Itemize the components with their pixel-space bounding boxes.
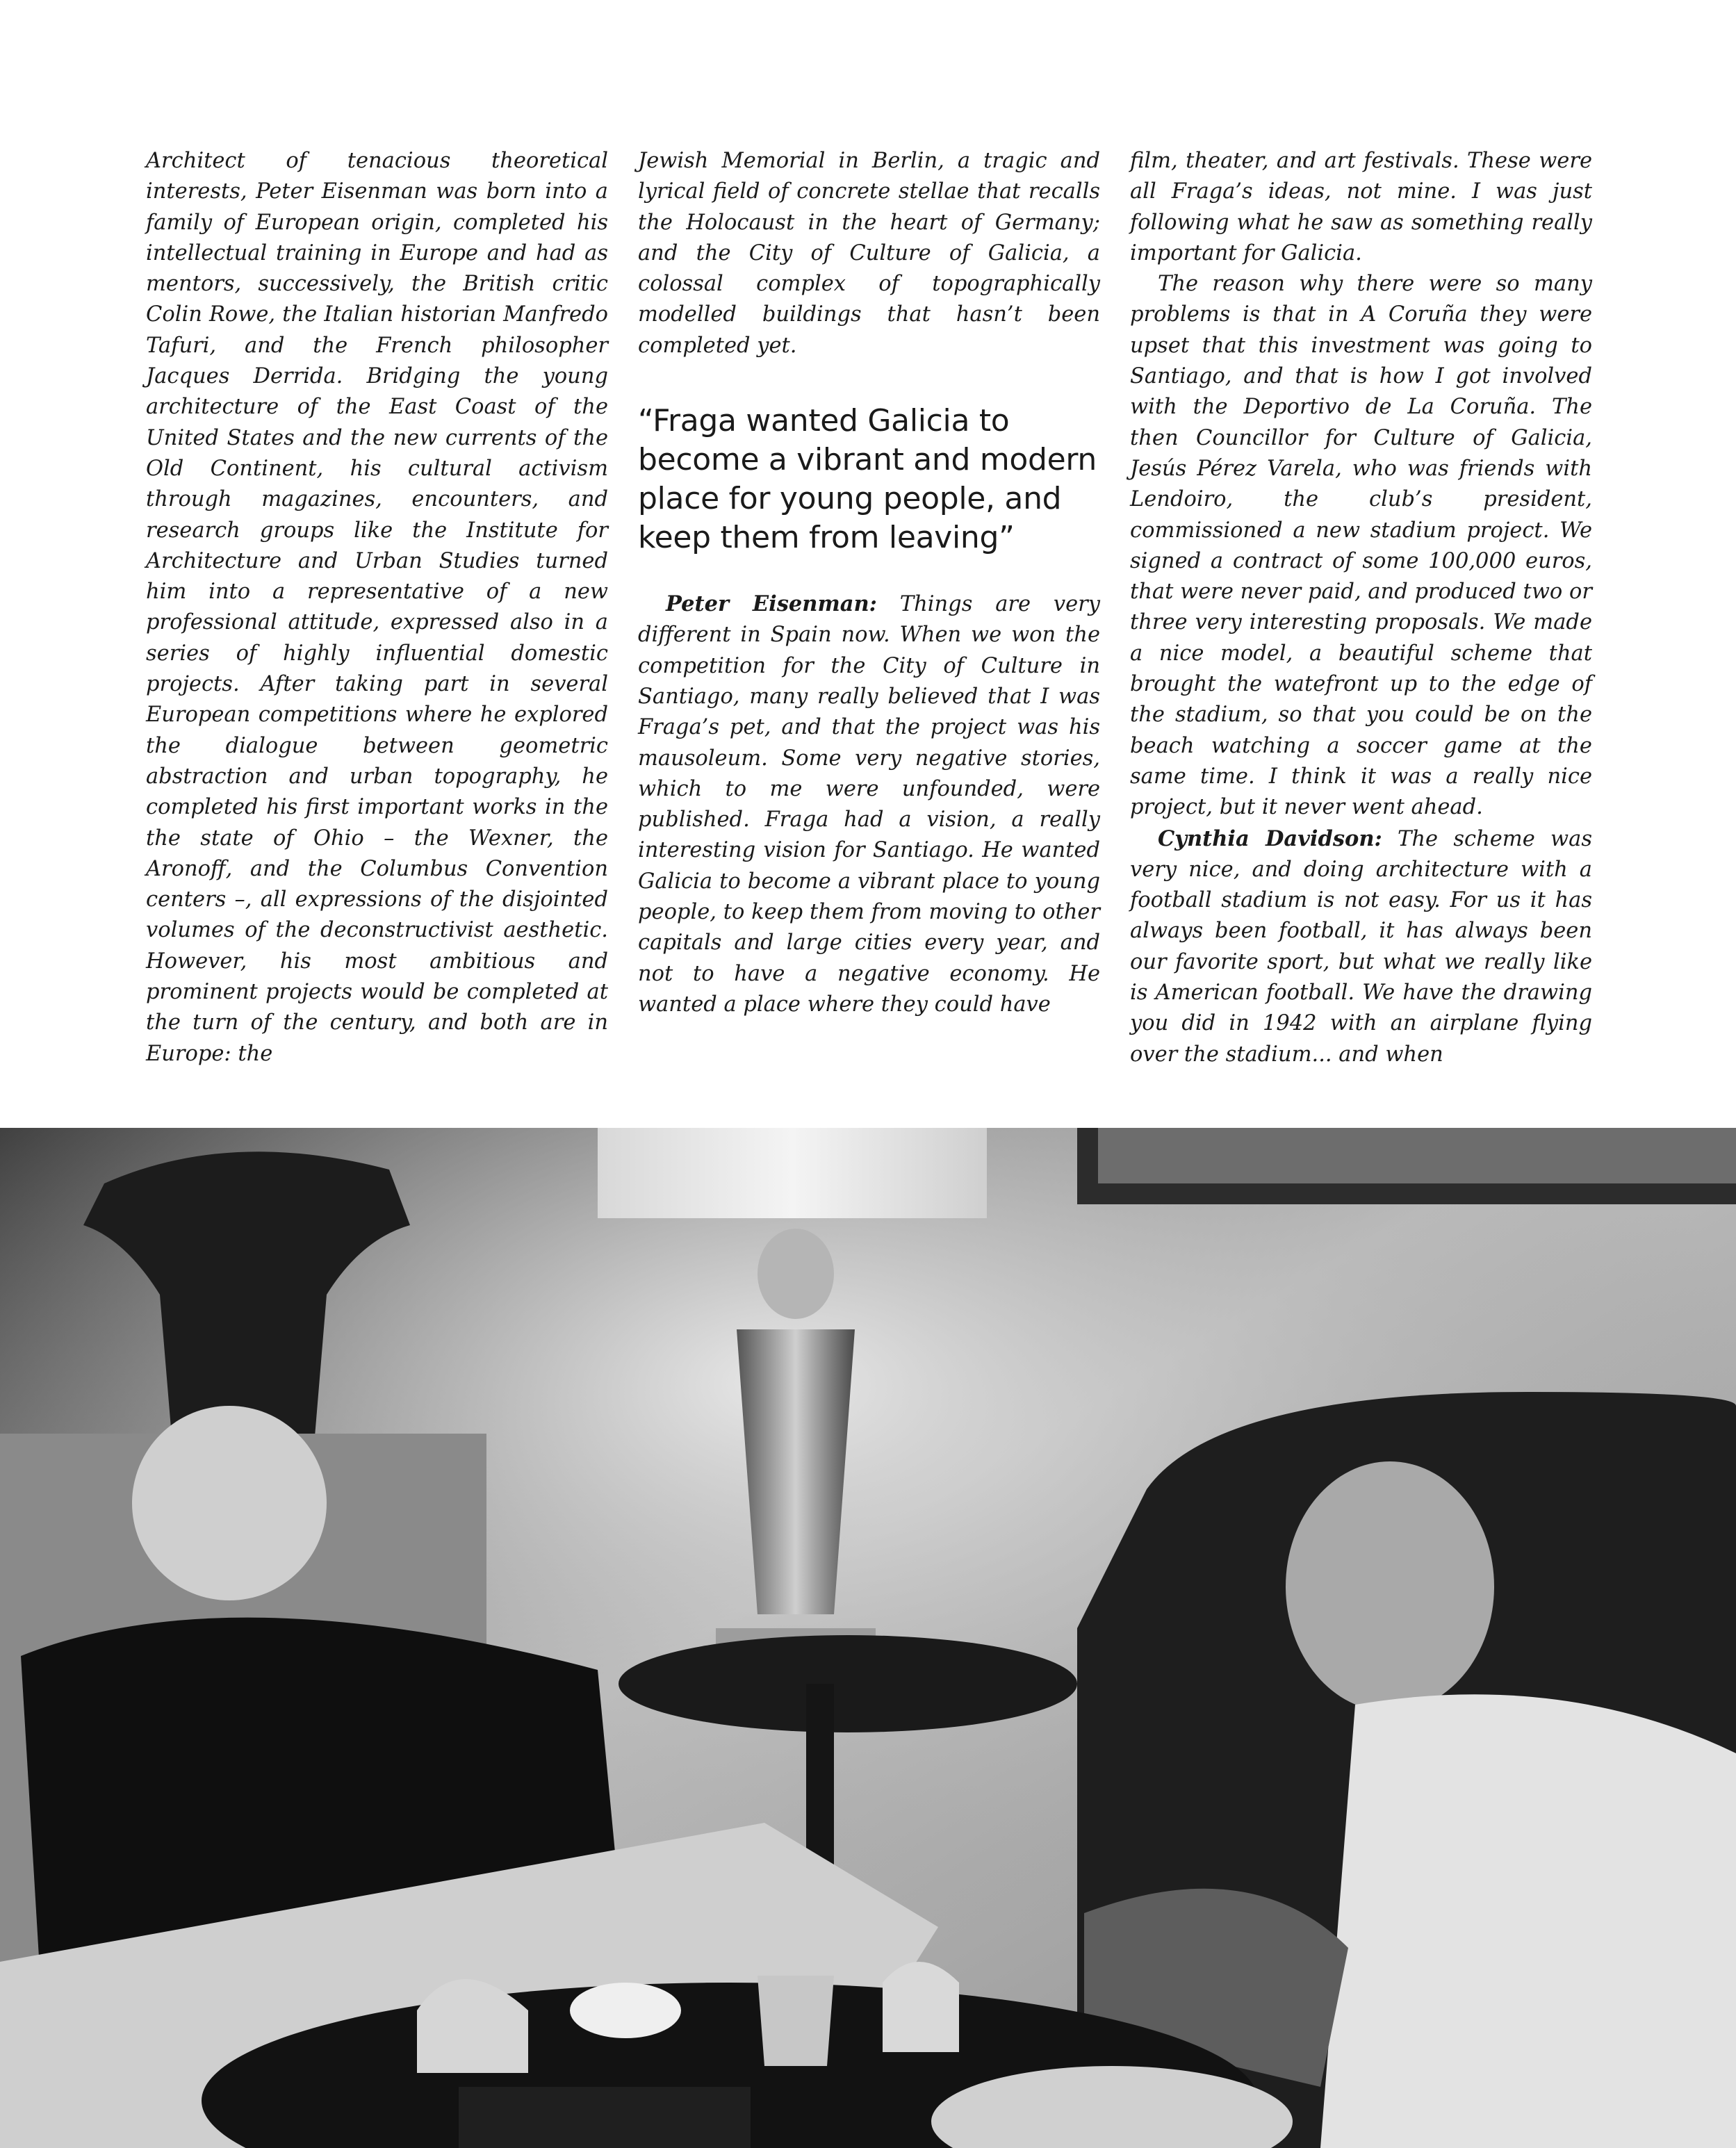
pull-quote: “Fraga wanted Galicia to become a vibrant and modern place for young people, and keep them from leaving” [638,403,1097,556]
paragraph-text-3: The scheme was very nice, and doing architecture with a football stadium is not easy. For us it has always been football, it has always been our favorite sport, but what we really like is American football. We have the drawing you did in 1942 with an airplane flying over the stadium... and when [1130,826,1592,1067]
article-column-3 [1130,146,1592,1070]
lamp-base [737,1329,855,1614]
paragraph-text-1b: film, theater, and art festivals. These were all Fraga’s ideas, not mine. I was just following what he saw as something really important for Galicia. [1130,149,1592,265]
lampshade [598,1128,987,1218]
speaker-name: Cynthia Davidson: [1158,826,1382,851]
intro-paragraph-part-1 [146,146,608,1069]
woman-head [1286,1461,1494,1712]
article-column-2 [638,146,1100,1020]
paragraph-text-1a: Things are very different in Spain now. When we won the competition for the City of Culture in Santiago, many really believed that I was Fraga’s pet, and that the project was his mausoleum. Some very negative stories, which to me were unfounded, were published. Fraga had a vision, a really interesting vision for Santiago. He wanted Galicia to become a vibrant place to young people, to keep them from moving to other capitals and large cities every year, and not to have a negative economy. He wanted a place where they could have [638,592,1100,1017]
interview-paragraph-1 [638,589,1100,1020]
interview-paragraph-1-cont [1130,146,1592,269]
intro-text-a: Architect of tenacious theoretical interests, Peter Eisenman was born into a family of European origin, completed his intellectual training in Europe and had as mentors, successively, the British critic Colin Rowe, the Italian historian Manfredo Tafuri, and the French philosopher Jacques Derrida. Bridging the young architecture of the East Coast of the United States and the new currents of the Old Continent, his cultural activism through magazines, encounters, and research groups like the Institute for Architecture and Urban Studies turned him into a representative of a new professional attitude, expressed also in a series of highly influential domestic projects. After taking part in several European competitions where he explored the dialogue between geometric abstraction and urban topography, he completed his first important works in the the state of Ohio – the Wexner, the Aronoff, and the Columbus Convention centers –, all expressions of the disjointed volumes of the deconstructivist aesthetic. However, his most ambitious and prominent projects would be completed at the turn of the century, and both are in Europe: the [146,149,608,1066]
tray-box [459,2087,751,2148]
small-teapot [883,1962,959,2052]
article-column-1 [146,146,608,1069]
man-head [132,1406,327,1600]
side-table [619,1635,1077,1732]
cup [570,1983,681,2038]
paragraph-text-2: The reason why there were so many problems is that in A Coruña they were upset that this investment was going to Santiago, and that is how I got involved with the Deportivo de La Coruña. The then Councillor for Culture of Galicia, Jesús Pérez Varela, who was friends with Lendoiro, the club’s president, commissioned a new stadium project. We signed a contract of some 100,000 euros, that were never paid, and produced two or three very interesting proposals. We made a nice model, a beautiful scheme that brought the watefront up to the edge of the stadium, so that you could be on the beach watching a soccer game at the same time. I think it was a really nice project, but it never went ahead. [1130,272,1592,820]
woman-blouse [1320,1694,1736,2148]
speaker-name: Peter Eisenman: [666,591,877,617]
interview-photo [0,1128,1736,2148]
interview-paragraph-3 [1130,823,1592,1070]
interview-paragraph-2 [1130,269,1592,823]
intro-paragraph-part-2 [638,146,1100,361]
intro-text-b: Jewish Memorial in Berlin, a tragic and lyrical field of concrete stellae that recalls the Holocaust in the heart of Germany; and the City of Culture of Galicia, a colossal complex of topographically modelled buildings that hasn’t been completed yet. [638,149,1100,358]
milk-jug [758,1976,834,2066]
